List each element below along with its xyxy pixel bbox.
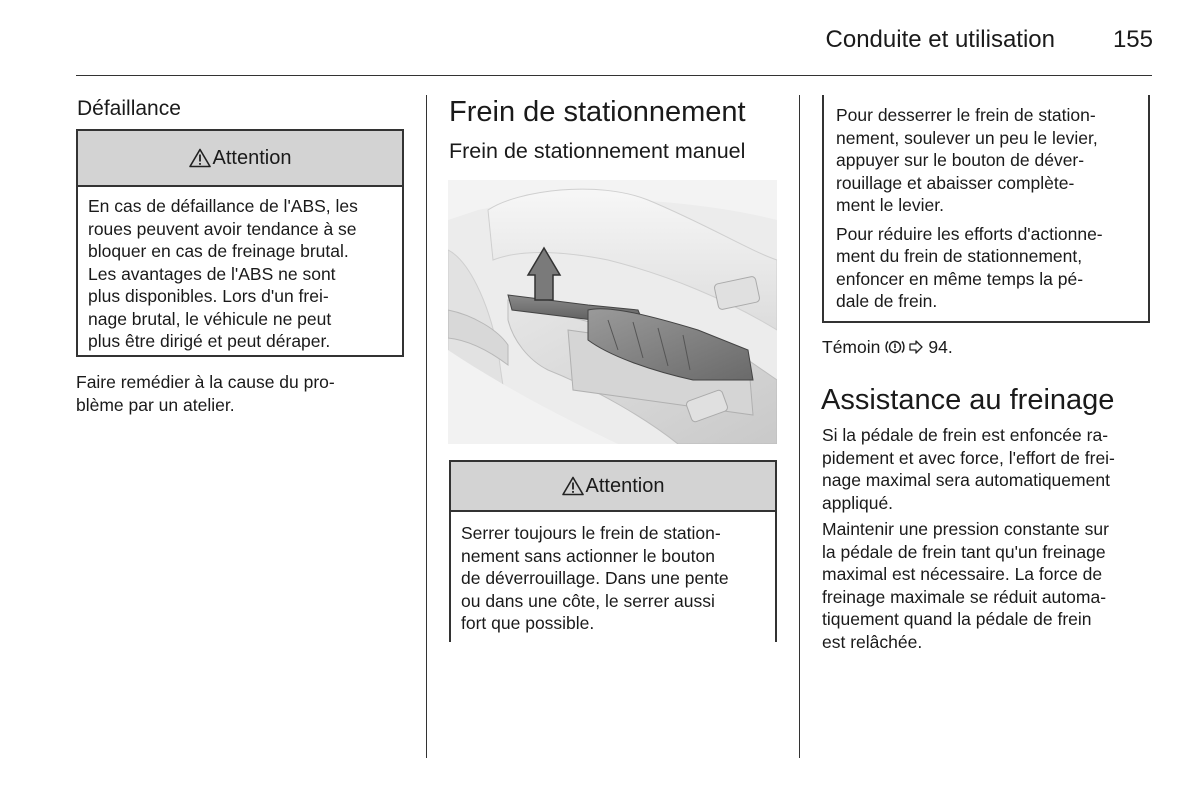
text-line: nement, soulever un peu le levier, xyxy=(836,127,1098,148)
assistance-paragraph-1 xyxy=(822,424,1157,514)
release-instructions xyxy=(836,104,1136,217)
text-line: fort que possible. xyxy=(461,613,595,633)
section-heading-frein-stationnement: Frein de stationnement xyxy=(449,96,746,128)
text-line: Pour réduire les efforts d'actionne- xyxy=(836,223,1103,244)
text-line: rouillage et abaisser complète- xyxy=(836,172,1075,193)
column-divider-2 xyxy=(799,95,800,758)
page-number: 155 xyxy=(1112,26,1153,53)
text-line: plus disponibles. Lors d'un frei- xyxy=(88,286,329,306)
text-line: Maintenir une pression constante sur xyxy=(822,519,1109,539)
header-rule xyxy=(76,75,1152,76)
text-line: blème par un atelier. xyxy=(76,394,235,415)
text-line: maximal est nécessaire. La force de xyxy=(822,564,1103,584)
text-line: roues peuvent avoir tendance à se xyxy=(88,218,357,239)
warning-triangle-icon xyxy=(189,148,211,168)
text-line: nage maximal sera automatiquement xyxy=(822,470,1110,490)
reference-page: 94. xyxy=(928,337,953,357)
text-line: ment du frein de stationnement, xyxy=(836,246,1083,266)
text-line: Les avantages de l'ABS ne sont xyxy=(88,263,336,284)
temoin-reference xyxy=(822,336,1152,359)
subheading-frein-manuel: Frein de stationnement manuel xyxy=(449,139,746,163)
warning-box-abs xyxy=(76,129,404,357)
text-line: appuyer sur le bouton de déver- xyxy=(836,150,1085,170)
temoin-label: Témoin xyxy=(822,337,881,357)
text-line: Pour desserrer le frein de station- xyxy=(836,105,1096,125)
section-heading-defaillance: Défaillance xyxy=(77,97,181,120)
warning-text xyxy=(451,512,775,635)
column-1 xyxy=(77,96,407,122)
text-line: ment le levier. xyxy=(836,195,944,215)
text-line: nement sans actionner le bouton xyxy=(461,545,715,566)
warning-title: Attention xyxy=(212,146,292,169)
text-line: pidement et avec force, l'effort de frei- xyxy=(822,447,1115,468)
warning-triangle-icon xyxy=(562,476,584,496)
text-line: Si la pédale de frein est enfoncée ra- xyxy=(822,425,1109,445)
assistance-section xyxy=(821,383,1156,417)
text-line: dale de frein. xyxy=(836,291,938,311)
warning-text xyxy=(78,187,402,353)
text-line: appliqué. xyxy=(822,492,894,513)
warning-title: Attention xyxy=(585,474,665,497)
effort-instructions xyxy=(836,223,1136,313)
warning-header xyxy=(78,131,402,187)
text-line: nage brutal, le véhicule ne peut xyxy=(88,308,332,329)
text-line: Faire remédier à la cause du pro- xyxy=(76,372,335,392)
assistance-paragraph-2 xyxy=(822,518,1157,653)
section-heading-assistance: Assistance au freinage xyxy=(821,384,1115,416)
text-line: Serrer toujours le frein de station- xyxy=(461,523,721,543)
column-divider-1 xyxy=(426,95,427,758)
text-line: plus être dirigé et peut déraper. xyxy=(88,331,331,351)
running-header-title: Conduite et utilisation xyxy=(825,26,1055,53)
warning-box-handbrake xyxy=(449,460,777,642)
brake-warning-lamp-icon xyxy=(884,338,906,356)
continued-warning-box xyxy=(822,95,1150,323)
handbrake-lever-illustration xyxy=(448,180,777,444)
column-2-headings xyxy=(449,95,789,164)
defaillance-paragraph xyxy=(76,371,406,416)
page-reference-arrow-icon xyxy=(909,340,923,354)
text-line: tiquement quand la pédale de frein xyxy=(822,609,1092,629)
text-line: En cas de défaillance de l'ABS, les xyxy=(88,196,358,216)
text-line: enfoncer en même temps la pé- xyxy=(836,268,1084,289)
text-line: freinage maximale se réduit automa- xyxy=(822,586,1107,607)
text-line: bloquer en cas de freinage brutal. xyxy=(88,241,349,261)
text-line: ou dans une côte, le serrer aussi xyxy=(461,590,715,611)
text-line: de déverrouillage. Dans une pente xyxy=(461,568,729,588)
text-line: est relâchée. xyxy=(822,631,923,652)
text-line: la pédale de frein tant qu'un freinage xyxy=(822,541,1106,562)
warning-header xyxy=(451,462,775,512)
